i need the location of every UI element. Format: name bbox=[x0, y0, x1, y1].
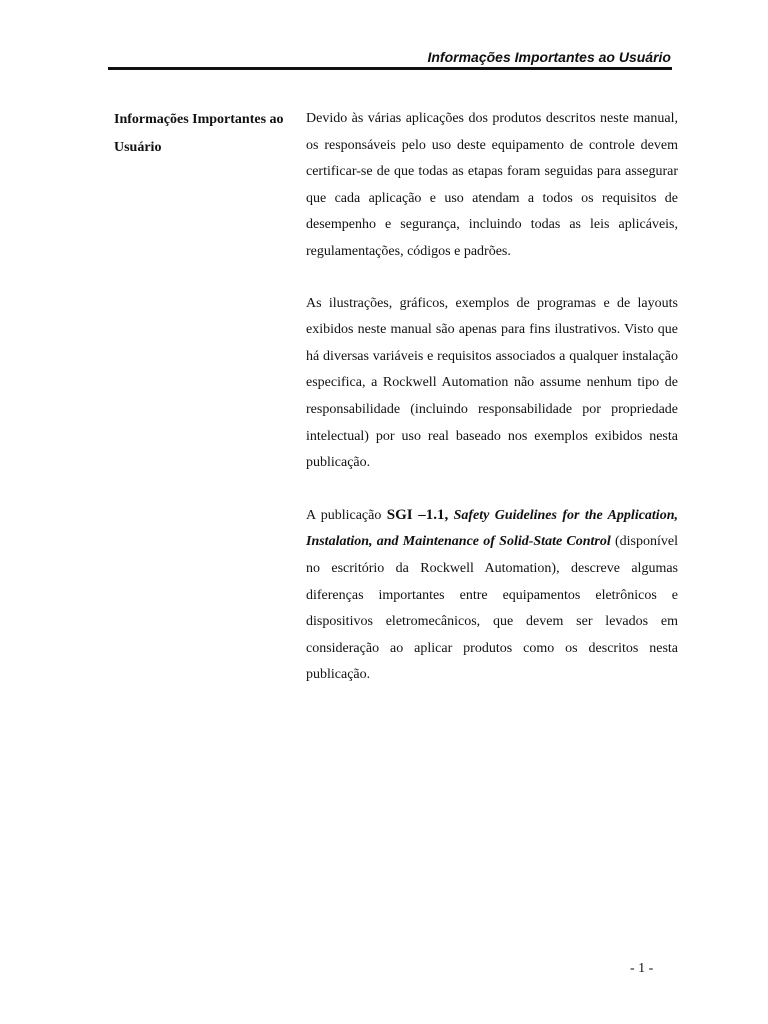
section-heading: Informações Importantes ao Usuário bbox=[114, 112, 284, 155]
publication-prefix: A publicação bbox=[306, 507, 387, 523]
page-number: - 1 - bbox=[630, 961, 654, 976]
publication-code: SGI –1.1, bbox=[386, 506, 449, 523]
publication-title: Safety Guidelines for the Application, Instalation, and Maintenance of Solid-State Control bbox=[306, 507, 678, 550]
paragraph-responsibility: Devido às várias aplicações dos produtos descritos neste manual, os responsáveis pelo uso deste equipamento de controle devem certificar-se de que todas as etapas foram seguidas para assegurar que cada aplicação e uso atendam a todos os requisitos de desempenho e segurança, incluindo todas as leis aplicáveis, regulamentações, códigos e padrões. bbox=[306, 111, 678, 259]
running-header-title: Informações Importantes ao Usuário bbox=[427, 49, 671, 65]
header-rule bbox=[108, 67, 672, 70]
paragraph-publication bbox=[306, 502, 678, 689]
body-text-column bbox=[306, 106, 678, 714]
publication-suffix: (disponível no escritório da Rockwell Automation), descreve algumas diferenças importantes entre equipamentos eletrônicos e dispositivos eletromecânicos, que devem ser levados em consideração ao aplicar produtos como os descritos nesta publicação. bbox=[306, 534, 678, 683]
paragraph-illustrations: As ilustrações, gráficos, exemplos de programas e de layouts exibidos neste manual são apenas para fins ilustrativos. Visto que há diversas variáveis e requisitos associados a qualquer instalação especifica, a Rockwell Automation não assume nenhum tipo de responsabilidade (incluindo responsabilidade por propriedade intelectual) por uso real baseado nos exemplos exibidos nesta publicação. bbox=[306, 295, 678, 471]
